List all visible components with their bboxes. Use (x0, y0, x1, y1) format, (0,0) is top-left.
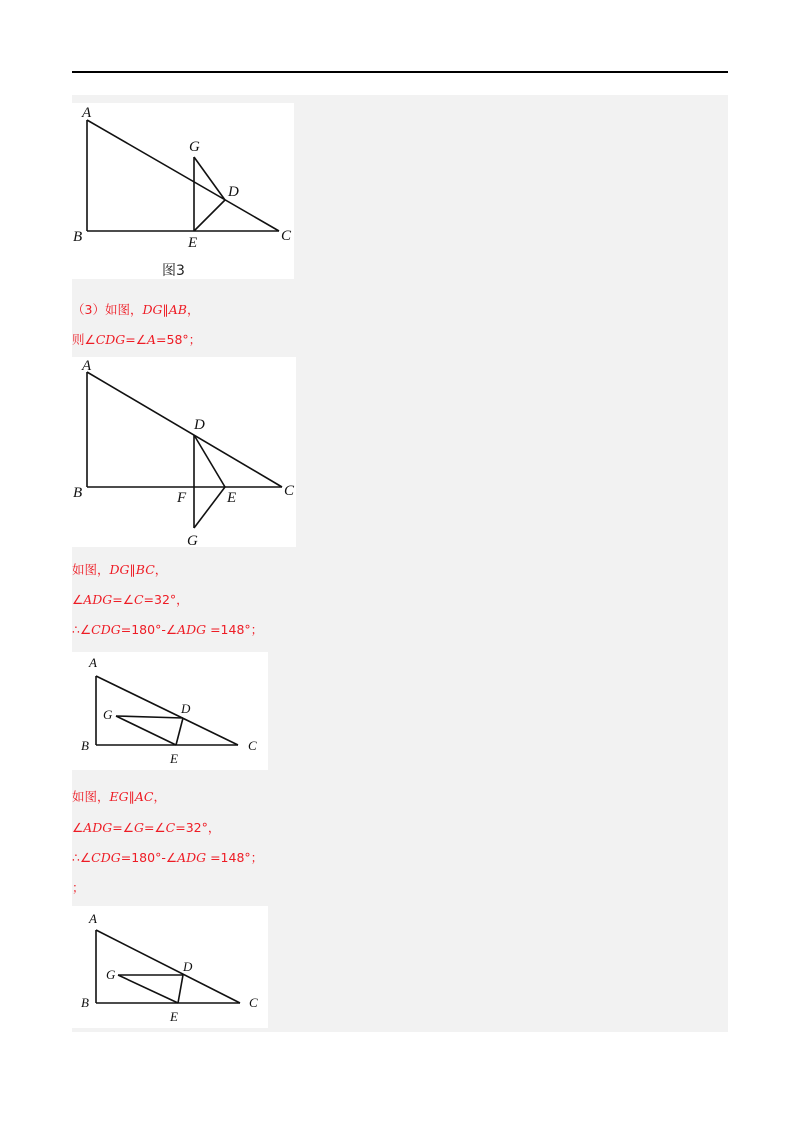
label-d: D (181, 701, 191, 716)
label-c: C (284, 483, 295, 499)
label-e: E (227, 490, 237, 506)
answer-line-6: 如图，EG∥AC， (72, 789, 166, 804)
answer-line-4: ∠ADG=∠C=32°， (72, 592, 189, 607)
label-e: E (170, 1009, 178, 1024)
label-g: G (187, 533, 198, 547)
answer-line-5: ∴∠CDG=180°-∠ADG =148°； (72, 622, 264, 637)
answer-line-1: （3）如图，DG∥AB， (72, 302, 200, 317)
answer-line-3: 如图，DG∥BC， (72, 562, 168, 577)
figure-3 (72, 103, 294, 279)
label-g: G (189, 139, 200, 155)
segment-ac (96, 930, 240, 1003)
segment-ac (96, 676, 238, 745)
label-c: C (249, 995, 258, 1010)
label-b: B (73, 229, 83, 245)
answer-line-2: 则∠CDG=∠A=58°； (72, 332, 202, 347)
figure-dg-parallel-bc (72, 357, 296, 547)
segment-gd (194, 157, 225, 200)
label-a: A (89, 655, 97, 670)
label-g: G (103, 707, 113, 722)
label-d: D (183, 959, 193, 974)
answer-line-8: ∴∠CDG=180°-∠ADG =148°； (72, 850, 264, 865)
label-b: B (81, 995, 89, 1010)
label-d: D (194, 417, 205, 433)
figure-d-diagram (72, 906, 268, 1028)
segment-ge (116, 716, 176, 745)
figure-b-diagram (72, 357, 296, 547)
figure-eg-parallel-ac (72, 652, 268, 770)
figure-3-diagram (72, 103, 294, 279)
label-e: E (170, 751, 178, 766)
answer-line-9: ； (72, 880, 85, 895)
label-d: D (228, 184, 239, 200)
label-b: B (73, 485, 83, 501)
label-a: A (82, 358, 92, 374)
label-e: E (188, 235, 198, 251)
figure-eg-parallel-ac-repeat (72, 906, 268, 1028)
segment-ge (118, 975, 178, 1003)
label-a: A (89, 911, 97, 926)
header-rule (72, 71, 728, 73)
figure-caption: 图3 (162, 263, 185, 279)
segment-de (194, 435, 225, 487)
segment-ge (194, 487, 225, 528)
label-b: B (81, 738, 89, 753)
label-c: C (281, 228, 292, 244)
segment-gd (116, 716, 183, 718)
label-a: A (82, 105, 92, 121)
segment-de (176, 718, 183, 745)
label-c: C (248, 738, 257, 753)
figure-c-diagram (72, 652, 268, 770)
segment-de (178, 975, 183, 1003)
segment-ac (87, 372, 282, 487)
segment-ed (194, 200, 225, 231)
segment-ac (87, 120, 279, 231)
label-g: G (106, 967, 116, 982)
label-f: F (177, 490, 187, 506)
answer-line-7: ∠ADG=∠G=∠C=32°， (72, 820, 221, 835)
